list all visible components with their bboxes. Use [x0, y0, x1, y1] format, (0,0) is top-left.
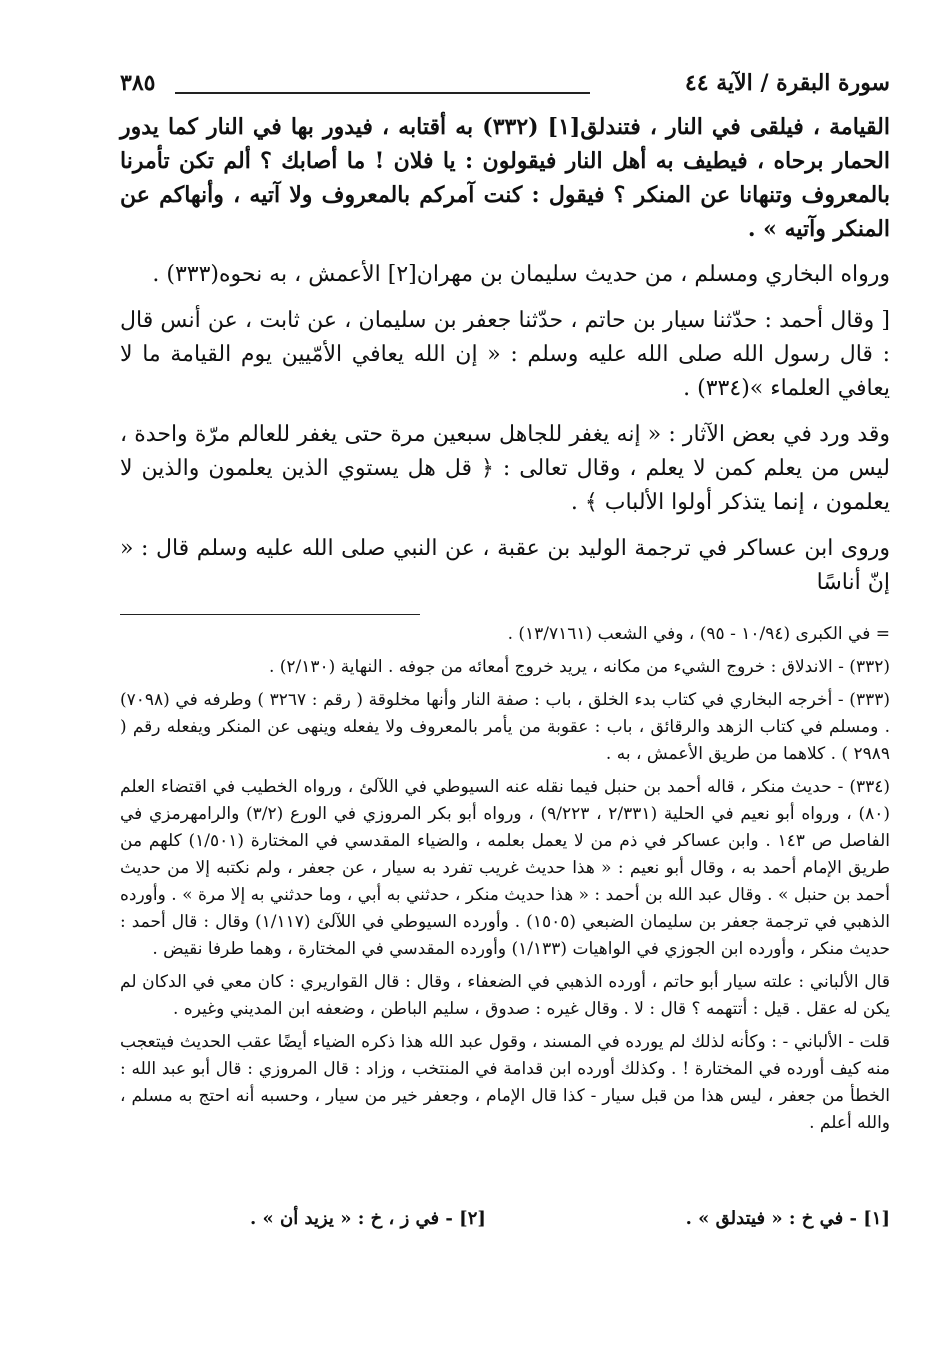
footnote-333: (٣٣٣) - أخرجه البخاري في كتاب بدء الخلق ، باب : صفة النار وأنها مخلوقة ( رقم : ٣٢٦٧ ) وطرفه في (٧٠٩٨) . ومسلم في كتاب الزهد والرقائق ، باب : عقوبة من يأمر بالمعروف ولا يفعله وينهى عن المنكر ويفعله رقم ( ٢٩٨٩ ) . كلاهما من طريق الأعمش ، به . [120, 690, 890, 764]
footnote-continuation: = في الكبرى (١٠/٩٤ - ٩٥) ، وفي الشعب (١٣/٧١٦١) . [507, 624, 890, 644]
footnotes [120, 621, 890, 1137]
page-number: ٣٨٥ [120, 70, 156, 96]
footnote-332: (٣٣٢) - الاندلاق : خروج الشيء من مكانه ، يريد خروج أمعائه من جوفه . النهاية (٢/١٣٠) . [268, 657, 890, 677]
page [120, 70, 890, 1143]
body-paragraph-4: وقد ورد في بعض الآثار : « إنه يغفر للجاهل سبعين مرة حتى يغفر للعالم مرّة واحدة ، ليس من يعلم كمن لا يعلم ، وقال تعالى : ﴿ قل هل يستوي الذين يعلمون والذين لا يعلمون ، إنما يتذكر أولوا الألباب ﴾ . [120, 422, 890, 515]
body-paragraph-1: القيامة ، فيلقى في النار ، فتندلق[١] (٣٣٢) به أقتابه ، فيدور بها في النار كما يدور الحمار برحاه ، فيطيف به أهل النار فيقولون : يا فلان ! ما أصابك ؟ ألم تكن تأمرنا بالمعروف وتنهانا عن المنكر ؟ فيقول : كنت آمركم بالمعروف ولا آتيه ، وأنهاكم عن المنكر وآتيه » . [120, 114, 890, 242]
footnote-334: (٣٣٤) - حديث منكر ، قاله أحمد بن حنبل فيما نقله عنه السيوطي في اللآلئ ، ورواه الخطيب في اقتضاء العلم (٨٠) ، ورواه أبو نعيم في الحلية (٢/٣٣١ ، ٩/٢٢٣) ، ورواه أبو بكر المروزي في الورع (٣/٢) والرامهرمزي في الفاصل ص ١٤٣ . وابن عساكر في ذم من لا يعمل بعلمه ، والضياء المقدسي في المختارة (١/٥٠١) كلهم من طريق الإمام أحمد به ، وقال أبو نعيم : « هذا حديث غريب تفرد به سيار ، عن جعفر ، ولم نكتبه إلا من حديث أحمد بن حنبل » . وقال عبد الله بن أحمد : « هذا حديث منكر ، حدثني به أبي ، وما حدثني به إلا مرة » . وأورده الذهبي في ترجمة جعفر بن سليمان الضبعي (١٥٠٥) . وأورده السيوطي في اللآلئ (١/١١٧) وقال : قال أحمد : حديث منكر ، وأورده ابن الجوزي في الواهيات (١/١٣٣) وأورده المقدسي في المختارة ، وهما طرفا نقيض . [120, 777, 891, 959]
body-paragraph-5: وروى ابن عساكر في ترجمة الوليد بن عقبة ، عن النبي صلى الله عليه وسلم قال : « إنّ أناسًا [120, 536, 890, 595]
running-header [120, 70, 890, 110]
footnote-albani: قال الألباني : علته سيار أبو حاتم ، أورده الذهبي في الضعفاء ، وقال : قال القواريري : كان معي في الدكان لم يكن له عقل . قيل : أتتهمه ؟ قال : لا . وقال غيره : صدوق ، سليم الباطن ، وضعفه ابن المديني وغيره . [120, 972, 890, 1019]
header-title: سورة البقرة / الآية ٤٤ [684, 70, 890, 96]
body-paragraph-2: ورواه البخاري ومسلم ، من حديث سليمان بن مهران[٢] الأعمش ، به نحوه(٣٣٣) . [152, 262, 890, 287]
footnote-separator [120, 614, 420, 615]
body-paragraph-3: [ وقال أحمد : حدّثنا سيار بن حاتم ، حدّثنا جعفر بن سليمان ، عن ثابت ، عن أنس قال : قال رسول الله صلى الله عليه وسلم : « إن الله يعافي الأمّيين يوم القيامة ما لا يعافي العلماء »(٣٣٤) . [120, 308, 891, 401]
variant-note-2: [٢] - في ز ، خ : « يزيد أن » . [250, 1208, 486, 1229]
footnote-qult: قلت - الألباني - : وكأنه لذلك لم يورده في المسند ، وقول عبد الله هذا ذكره الضياء أيضًا عقب الحديث فيتعجب منه كيف أورده في المختارة ! . وكذلك أورده ابن قدامة في المنتخب ، وزاد : قال المروزي : قال أبو عبد الله : الخطأ من جعفر ، ليس هذا من قبل سيار - كذا قال الإمام ، وجعفر خير من سيار ، وحسبه أنه احتج به مسلم ، والله أعلم . [120, 1032, 890, 1133]
variant-note-1: [١] - في خ : « فيتدلق » . [685, 1208, 890, 1229]
header-rule [175, 92, 590, 94]
